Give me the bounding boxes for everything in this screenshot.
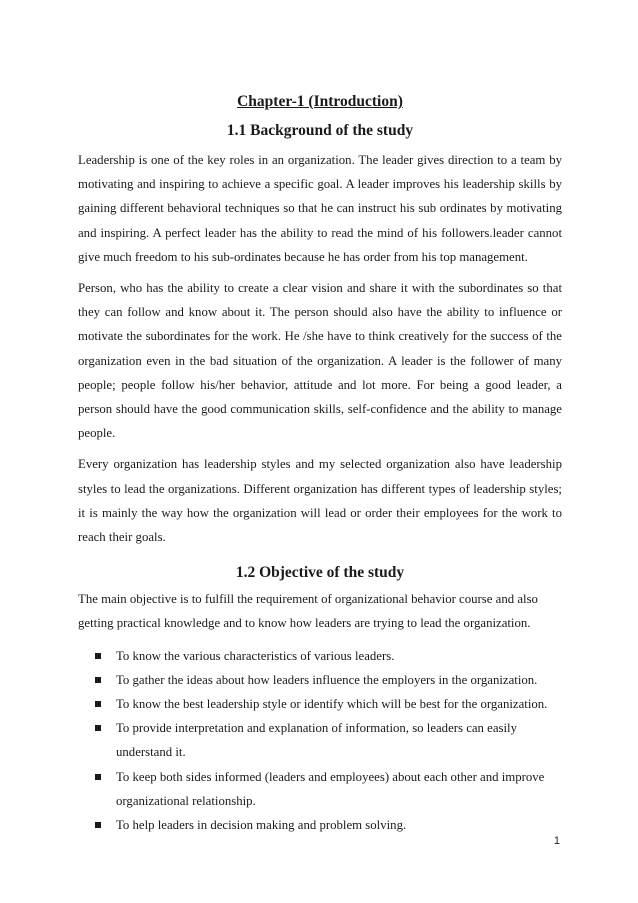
page-content <box>78 92 562 837</box>
list-item <box>78 765 562 813</box>
list-item-text: To keep both sides informed (leaders and employees) about each other and improve organizational relationship. <box>116 769 545 808</box>
square-bullet-icon <box>95 725 101 731</box>
paragraph-background-1: Leadership is one of the key roles in an organization. The leader gives direction to a team by motivating and inspiring to achieve a specific goal. A leader improves his leadership skills by gaining different behavioral techniques so that he can instruct his sub ordinates by motivating and inspiring. A perfect leader has the ability to read the mind of his followers.leader cannot give much freedom to his sub-ordinates because he has order from his top management. <box>78 153 562 264</box>
paragraph-background-2: Person, who has the ability to create a clear vision and share it with the subordinates so that they can follow and know about it. The person should also have the ability to influence or motivate the subordinates for the work. He /she have to think creatively for the success of the organization even in the bad situation of the organization. A leader is the follower of many people; people follow his/her behavior, attitude and lot more. For being a good leader, a person should have the good communication skills, self-confidence and the ability to manage people. <box>78 281 562 441</box>
list-item <box>78 716 562 764</box>
list-item <box>78 692 562 716</box>
page-number: 1 <box>553 835 560 847</box>
square-bullet-icon <box>95 701 101 707</box>
section-title-background: 1.1 Background of the study <box>226 122 414 139</box>
objective-list <box>78 644 562 838</box>
list-item-text: To help leaders in decision making and problem solving. <box>116 818 407 833</box>
square-bullet-icon <box>95 653 101 659</box>
square-bullet-icon <box>95 822 101 828</box>
paragraph-background-3: Every organization has leadership styles and my selected organization also have leadership styles to lead the organizations. Different organization has different types of leadership styles; it is mainly the way how the organization will lead or order their employees for the work to reach their goals. <box>78 457 562 545</box>
list-item-text: To know the various characteristics of various leaders. <box>116 648 395 663</box>
square-bullet-icon <box>95 677 101 683</box>
list-item <box>78 668 562 692</box>
list-item-text: To provide interpretation and explanation of information, so leaders can easily understand it. <box>116 721 518 760</box>
chapter-title: Chapter-1 (Introduction) <box>237 93 403 110</box>
list-item-text: To gather the ideas about how leaders influence the employers in the organization. <box>116 672 538 687</box>
paragraph-objective-intro: The main objective is to fulfill the requirement of organizational behavior course and also getting practical knowledge and to know how leaders are trying to lead the organization. <box>78 592 538 631</box>
list-item-text: To know the best leadership style or identify which will be best for the organization. <box>116 697 548 712</box>
list-item <box>78 813 562 837</box>
list-item <box>78 644 562 668</box>
section-title-objective: 1.2 Objective of the study <box>235 564 405 582</box>
square-bullet-icon <box>95 774 101 780</box>
